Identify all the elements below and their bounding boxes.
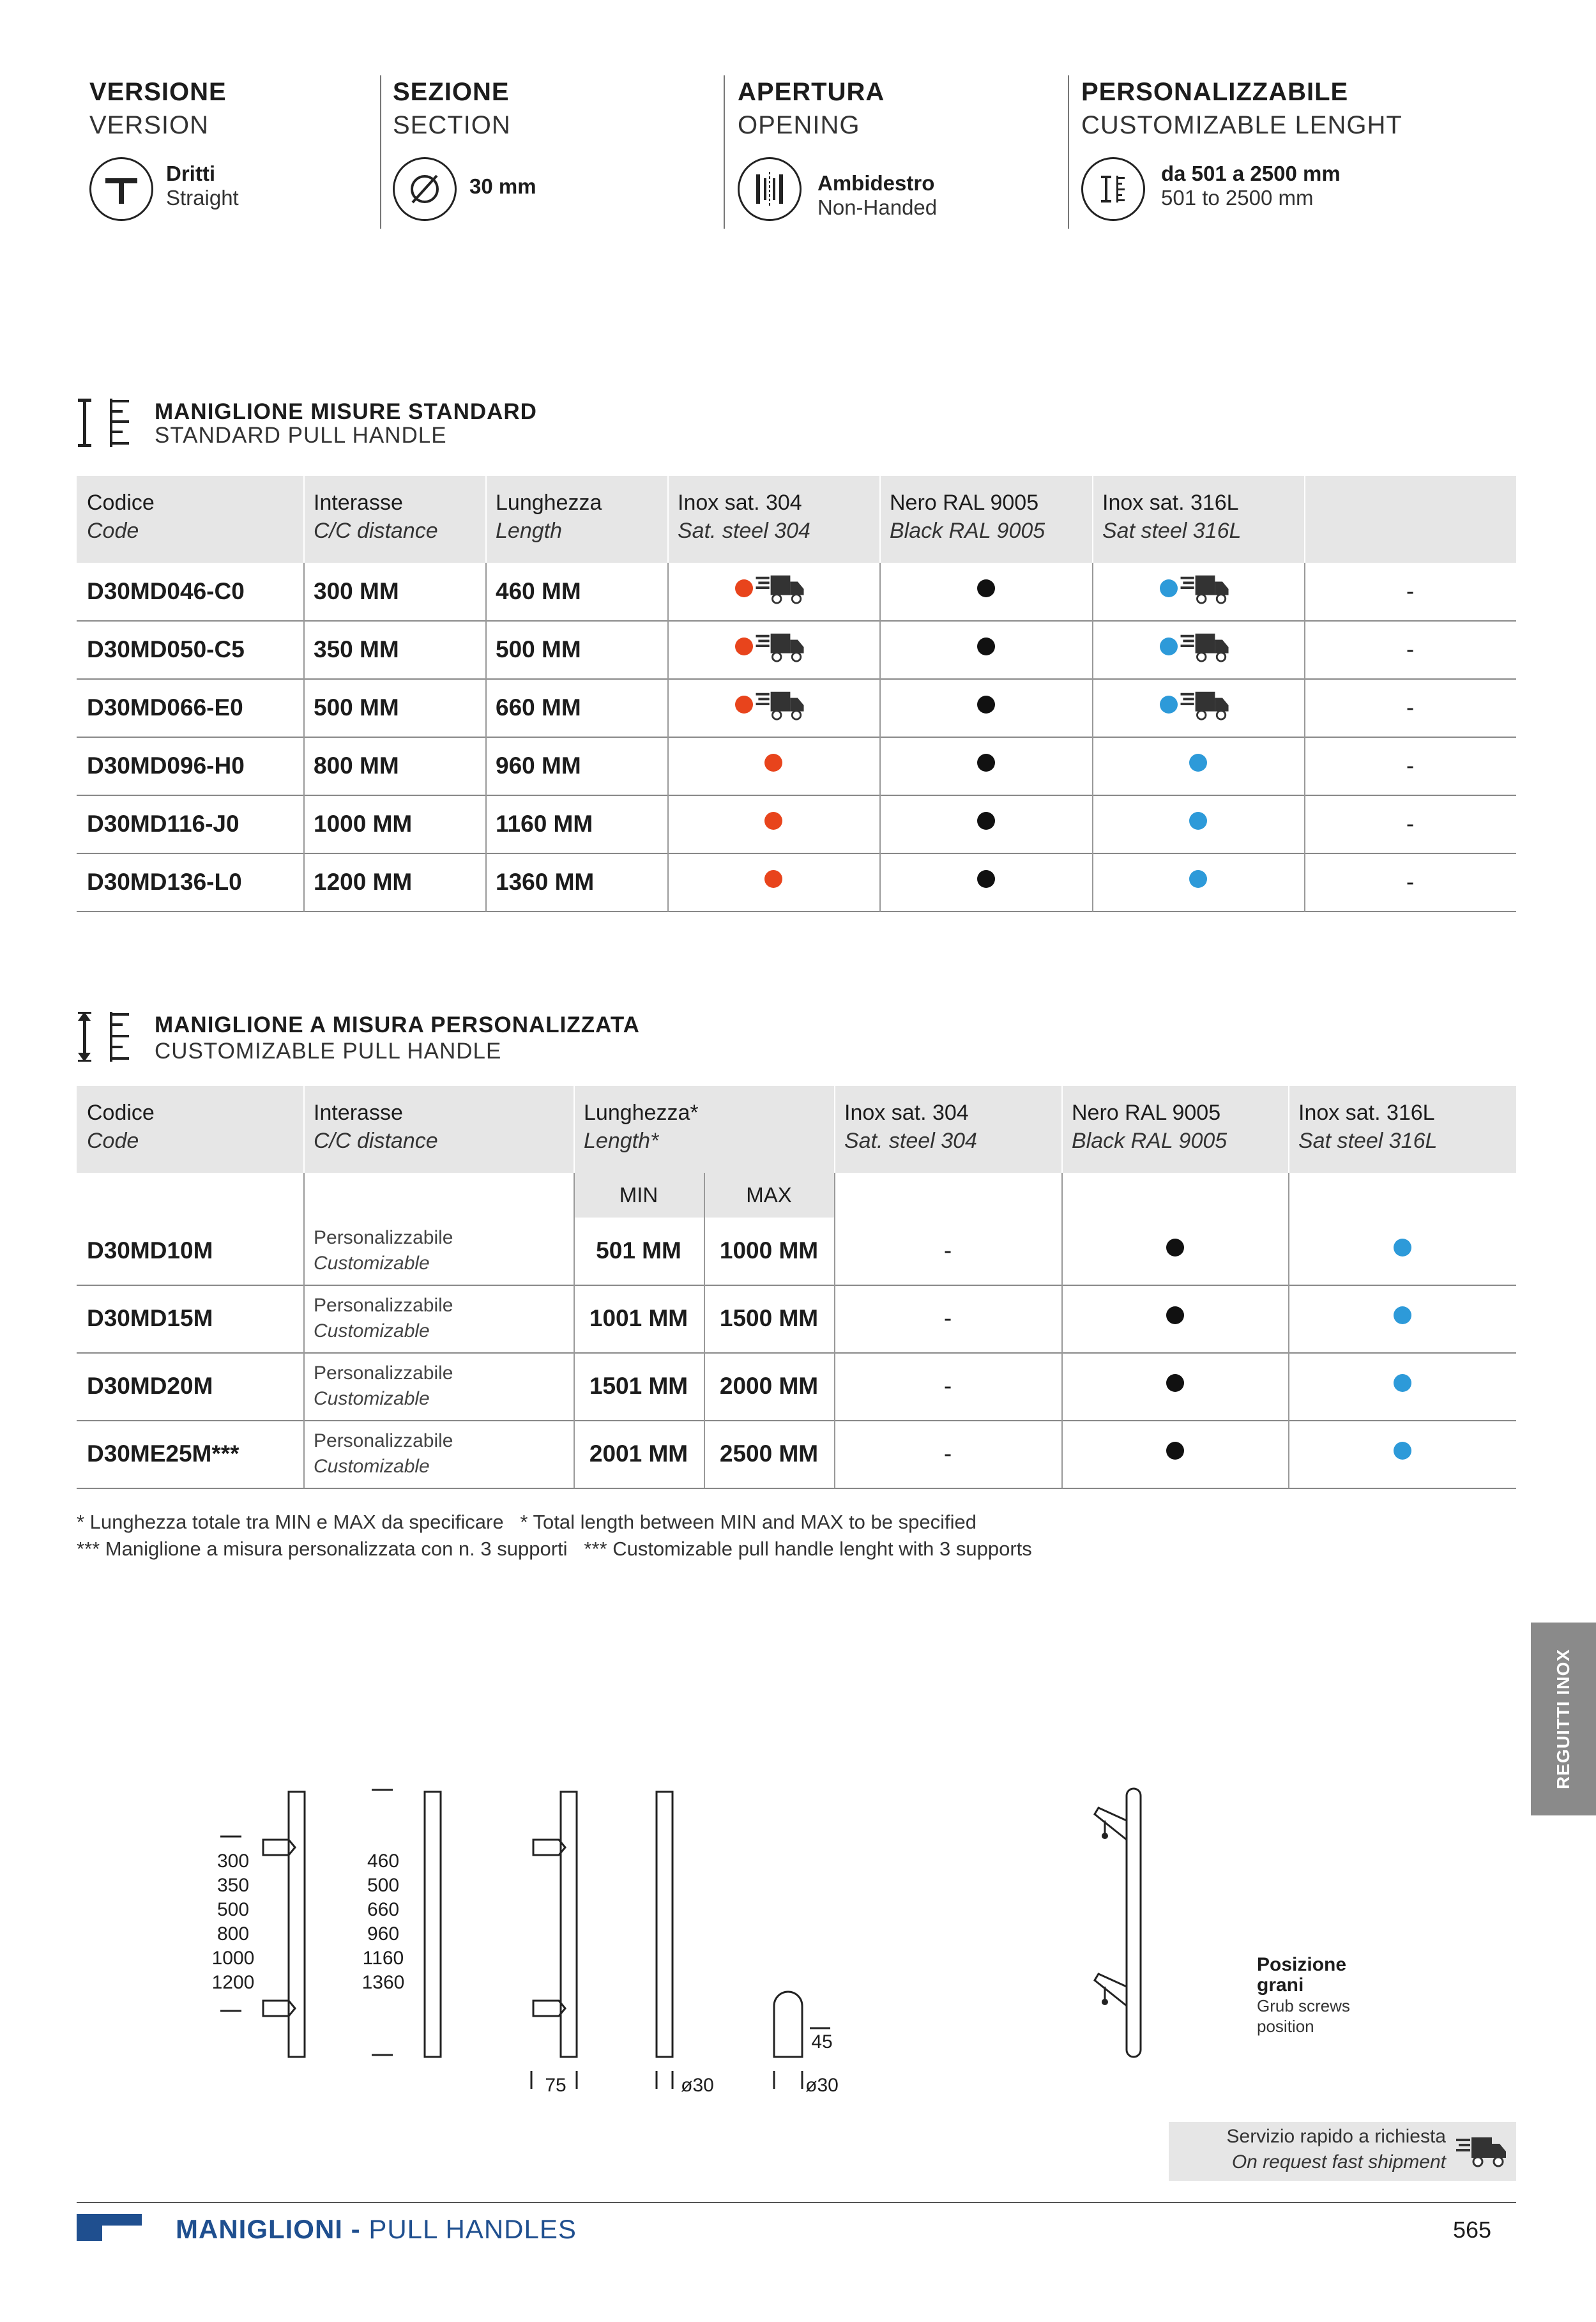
- custom-subtitle: CUSTOMIZABLE PULL HANDLE: [155, 1039, 502, 1064]
- cc-distance-it: Personalizzabile: [314, 1430, 453, 1451]
- grub-label-en: position: [1257, 2017, 1314, 2036]
- finish-available-dot: [735, 579, 753, 597]
- finish-available-dot: [1394, 1306, 1411, 1324]
- dim-diameter-30: ø30: [681, 2075, 714, 2096]
- table-header-cell: [314, 1099, 438, 1155]
- dim-75: 75: [545, 2075, 566, 2096]
- finish-available-dot: [764, 754, 782, 772]
- feature-value: Dritti: [166, 162, 215, 185]
- header-it: Nero RAL 9005: [1072, 1101, 1221, 1125]
- row-divider: [77, 1285, 1516, 1286]
- feature-opening: [738, 75, 1057, 229]
- dim-diameter-30: ø30: [805, 2075, 839, 2096]
- note-line-2: [77, 1538, 1032, 1561]
- not-available-dash: -: [1406, 577, 1415, 604]
- table-header-cell: [890, 489, 1045, 545]
- cc-distance-it: Personalizzabile: [314, 1295, 453, 1316]
- not-available-dash: -: [1406, 868, 1415, 895]
- product-code: D30MD050-C5: [87, 636, 245, 662]
- table-header-cell: [87, 1099, 155, 1155]
- column-divider: [303, 1173, 305, 1488]
- not-available-dash: -: [1406, 636, 1415, 662]
- feature-title: PERSONALIZZABILE: [1081, 78, 1349, 106]
- length-value: 660: [367, 1899, 400, 1920]
- table-header-cell: [584, 1099, 699, 1155]
- feature-subtitle: OPENING: [738, 111, 860, 139]
- finish-available-dot: [1394, 1442, 1411, 1460]
- divider: [1068, 75, 1069, 229]
- length-value: 500: [367, 1875, 400, 1896]
- column-divider: [303, 1086, 305, 1173]
- finish-available-dot: [1160, 579, 1178, 597]
- column-divider: [1288, 1173, 1289, 1488]
- not-available-dash: -: [943, 1237, 952, 1264]
- length: 460 MM: [496, 577, 581, 604]
- table-header-cell: [314, 489, 438, 545]
- header-en: Code: [87, 519, 139, 543]
- truck-icon: [1180, 573, 1230, 605]
- row-divider: [77, 795, 1516, 796]
- max-header: MAX: [746, 1183, 792, 1207]
- finish-available-dot: [764, 870, 782, 888]
- length: 660 MM: [496, 694, 581, 721]
- cc-distance: 300 MM: [314, 577, 399, 604]
- finish-available-dot: [1160, 696, 1178, 714]
- finish-available-dot: [1394, 1374, 1411, 1392]
- grub-screws-label: [1257, 1955, 1350, 2036]
- min-length: 1501 MM: [589, 1373, 688, 1399]
- table-header-cell: [496, 489, 602, 545]
- column-divider: [1061, 1086, 1063, 1173]
- header-it: Interasse: [314, 1101, 403, 1125]
- cc-distance-en: Customizable: [314, 1320, 430, 1341]
- header-it: Codice: [87, 1101, 155, 1125]
- feature-subtitle: SECTION: [393, 111, 511, 139]
- min-header: MIN: [619, 1183, 658, 1207]
- header-it: Inox sat. 304: [844, 1101, 969, 1125]
- table-header-cell: [678, 489, 810, 545]
- footer-title-light: PULL HANDLES: [369, 2214, 577, 2244]
- note-line-1: [77, 1511, 977, 1534]
- feature-section: [393, 75, 712, 229]
- not-available-dash: -: [943, 1373, 952, 1399]
- header-it: Codice: [87, 491, 155, 515]
- header-en: Sat steel 316L: [1298, 1129, 1438, 1153]
- cc-value: 1000: [211, 1948, 255, 1969]
- column-divider: [704, 1173, 705, 1488]
- product-code: D30MD20M: [87, 1373, 213, 1399]
- length-value: 460: [367, 1851, 400, 1872]
- not-available-dash: -: [943, 1305, 952, 1331]
- feature-version: [89, 75, 370, 229]
- standard-title: MANIGLIONE MISURE STANDARD: [155, 399, 537, 424]
- truck-icon: [756, 689, 805, 721]
- length-values-list: [358, 1849, 409, 1995]
- min-length: 1001 MM: [589, 1305, 688, 1331]
- feature-subtitle: VERSION: [89, 111, 209, 139]
- table-header-cell: [1298, 1099, 1437, 1155]
- feature-value-en: Straight: [166, 186, 239, 210]
- note-en: *** Customizable pull handle lenght with 3 supports: [584, 1538, 1032, 1560]
- max-length: 1000 MM: [719, 1237, 819, 1264]
- cc-distance: 1000 MM: [314, 810, 413, 837]
- finish-available-dot: [764, 812, 782, 830]
- header-it: Interasse: [314, 491, 403, 515]
- cc-distance-en: Customizable: [314, 1456, 430, 1477]
- product-code: D30MD046-C0: [87, 577, 245, 604]
- fast-shipment-box: [1169, 2122, 1516, 2181]
- truck-icon: [1456, 2135, 1507, 2168]
- finish-available-dot: [1189, 812, 1207, 830]
- header-en: Sat steel 316L: [1102, 519, 1242, 543]
- row-divider: [77, 737, 1516, 738]
- finish-available-dot: [977, 754, 995, 772]
- feature-value: 30 mm: [469, 174, 536, 198]
- max-length: 2500 MM: [719, 1440, 819, 1467]
- header-it: Nero RAL 9005: [890, 491, 1039, 515]
- finish-available-dot: [1166, 1374, 1184, 1392]
- column-divider: [1092, 563, 1093, 912]
- t-profile-icon: [89, 157, 153, 221]
- column-divider: [574, 1173, 575, 1488]
- finish-available-dot: [977, 579, 995, 597]
- note-it: *** Maniglione a misura personalizzata con n. 3 supporti: [77, 1538, 568, 1560]
- product-code: D30MD096-H0: [87, 752, 245, 779]
- product-code: D30MD066-E0: [87, 694, 243, 721]
- max-length: 2000 MM: [719, 1373, 819, 1399]
- column-divider: [1061, 1173, 1063, 1488]
- not-available-dash: -: [1406, 694, 1415, 721]
- min-length: 2001 MM: [589, 1440, 688, 1467]
- cc-value: 350: [217, 1875, 250, 1896]
- finish-available-dot: [1160, 638, 1178, 655]
- length-value: 1160: [362, 1948, 404, 1969]
- product-code: D30MD10M: [87, 1237, 213, 1264]
- side-tab: [1531, 1623, 1596, 1815]
- cc-value: 300: [217, 1851, 250, 1872]
- finish-available-dot: [1166, 1442, 1184, 1460]
- footer-title-bold: MANIGLIONI -: [176, 2214, 361, 2244]
- column-divider: [879, 563, 881, 912]
- finish-available-dot: [977, 696, 995, 714]
- length: 1360 MM: [496, 868, 595, 895]
- finish-available-dot: [1189, 754, 1207, 772]
- header-en: Length*: [584, 1129, 659, 1153]
- header-it: Inox sat. 304: [678, 491, 802, 515]
- truck-icon: [756, 573, 805, 605]
- header-en: Sat. steel 304: [678, 519, 810, 543]
- header-en: C/C distance: [314, 519, 438, 543]
- grub-label-it: Posizione: [1257, 1954, 1347, 1975]
- header-en: Length: [496, 519, 562, 543]
- column-divider: [834, 1086, 835, 1173]
- dim-45: 45: [811, 2031, 833, 2052]
- technical-drawing: [192, 1776, 894, 2114]
- length: 1160 MM: [496, 810, 593, 837]
- feature-title: SEZIONE: [393, 78, 510, 106]
- finish-available-dot: [977, 870, 995, 888]
- cc-distance: 500 MM: [314, 694, 399, 721]
- note-en: * Total length between MIN and MAX to be specified: [520, 1511, 977, 1533]
- feature-value: da 501 a 2500 mm: [1161, 162, 1341, 185]
- feature-value-en: 501 to 2500 mm: [1161, 186, 1314, 210]
- header-en: Sat. steel 304: [844, 1129, 977, 1153]
- product-code: D30ME25M***: [87, 1440, 239, 1467]
- column-divider: [1304, 563, 1305, 912]
- header-it: Inox sat. 316L: [1102, 491, 1239, 515]
- column-divider: [485, 563, 487, 912]
- feature-value: Ambidestro: [817, 171, 935, 195]
- cc-distance-it: Personalizzabile: [314, 1227, 453, 1248]
- min-length: 501 MM: [596, 1237, 681, 1264]
- note-it: * Lunghezza totale tra MIN e MAX da specificare: [77, 1511, 504, 1533]
- cc-distance: 350 MM: [314, 636, 399, 662]
- product-code: D30MD15M: [87, 1305, 213, 1331]
- cc-distance-it: Personalizzabile: [314, 1363, 453, 1384]
- finish-available-dot: [1394, 1239, 1411, 1256]
- footer-rule: [77, 2202, 1516, 2203]
- cc-distance-en: Customizable: [314, 1253, 430, 1274]
- feature-value-en: Non-Handed: [817, 195, 938, 219]
- footer-title: [176, 2214, 577, 2245]
- finish-available-dot: [1166, 1239, 1184, 1256]
- finish-available-dot: [977, 812, 995, 830]
- row-divider: [77, 620, 1516, 622]
- row-divider: [77, 911, 1516, 912]
- custom-section-icon: [77, 1011, 134, 1066]
- row-divider: [77, 1420, 1516, 1421]
- length: 960 MM: [496, 752, 581, 779]
- finish-available-dot: [1166, 1306, 1184, 1324]
- row-divider: [77, 1352, 1516, 1354]
- product-code: D30MD136-L0: [87, 868, 242, 895]
- max-length: 1500 MM: [719, 1305, 819, 1331]
- standard-section-icon: [77, 397, 134, 452]
- table-header-cell: [844, 1099, 977, 1155]
- finish-available-dot: [735, 696, 753, 714]
- cc-distance: 800 MM: [314, 752, 399, 779]
- page-number: 565: [1453, 2217, 1492, 2243]
- custom-title: MANIGLIONE A MISURA PERSONALIZZATA: [155, 1012, 640, 1037]
- length-value: 960: [367, 1923, 400, 1944]
- cc-distance: 1200 MM: [314, 868, 413, 895]
- cc-values-list: [208, 1849, 259, 1995]
- truck-icon: [1180, 689, 1230, 721]
- row-divider: [77, 1488, 1516, 1489]
- cc-value: 500: [217, 1899, 250, 1920]
- diameter-icon: [393, 157, 457, 221]
- cc-distance-en: Customizable: [314, 1388, 430, 1409]
- truck-icon: [756, 631, 805, 663]
- finish-available-dot: [977, 638, 995, 655]
- grub-screw-drawing: [1086, 1782, 1175, 2063]
- feature-subtitle: CUSTOMIZABLE LENGHT: [1081, 111, 1402, 139]
- length: 500 MM: [496, 636, 581, 662]
- table-header-cell: [1102, 489, 1241, 545]
- cc-value: 800: [217, 1923, 250, 1944]
- fast-shipment-en: On request fast shipment: [1231, 2151, 1446, 2173]
- not-available-dash: -: [1406, 752, 1415, 779]
- feature-title: APERTURA: [738, 78, 885, 106]
- cc-value: 1200: [211, 1972, 255, 1993]
- column-divider: [667, 563, 669, 912]
- row-divider: [77, 853, 1516, 854]
- double-door-icon: [738, 157, 802, 221]
- finish-available-dot: [735, 638, 753, 655]
- header-it: Lunghezza: [496, 491, 602, 515]
- brand-logo-icon: [77, 2214, 142, 2241]
- truck-icon: [1180, 631, 1230, 663]
- table-header-cell: [87, 489, 155, 545]
- column-divider: [574, 1086, 575, 1173]
- column-divider: [834, 1173, 835, 1488]
- divider: [380, 75, 381, 229]
- grub-label-en: Grub screws: [1257, 1996, 1350, 2015]
- side-tab-label: REGUITTI INOX: [1553, 1649, 1573, 1789]
- header-en: Black RAL 9005: [1072, 1129, 1227, 1153]
- table-header-cell: [1072, 1099, 1227, 1155]
- header-en: Black RAL 9005: [890, 519, 1045, 543]
- length-ruler-icon: [1081, 157, 1145, 221]
- not-available-dash: -: [943, 1440, 952, 1467]
- divider: [724, 75, 725, 229]
- grub-label-it: grani: [1257, 1974, 1304, 1996]
- header-en: Code: [87, 1129, 139, 1153]
- header-it: Lunghezza*: [584, 1101, 699, 1125]
- feature-customizable: [1081, 75, 1490, 229]
- header-it: Inox sat. 316L: [1298, 1101, 1435, 1125]
- fast-shipment-it: Servizio rapido a richiesta: [1226, 2126, 1446, 2147]
- finish-available-dot: [1189, 870, 1207, 888]
- row-divider: [77, 678, 1516, 680]
- product-code: D30MD116-J0: [87, 810, 239, 837]
- feature-title: VERSIONE: [89, 78, 227, 106]
- column-divider: [1288, 1086, 1289, 1173]
- column-divider: [303, 563, 305, 912]
- header-en: C/C distance: [314, 1129, 438, 1153]
- not-available-dash: -: [1406, 810, 1415, 837]
- standard-subtitle: STANDARD PULL HANDLE: [155, 423, 447, 448]
- length-value: 1360: [361, 1972, 405, 1993]
